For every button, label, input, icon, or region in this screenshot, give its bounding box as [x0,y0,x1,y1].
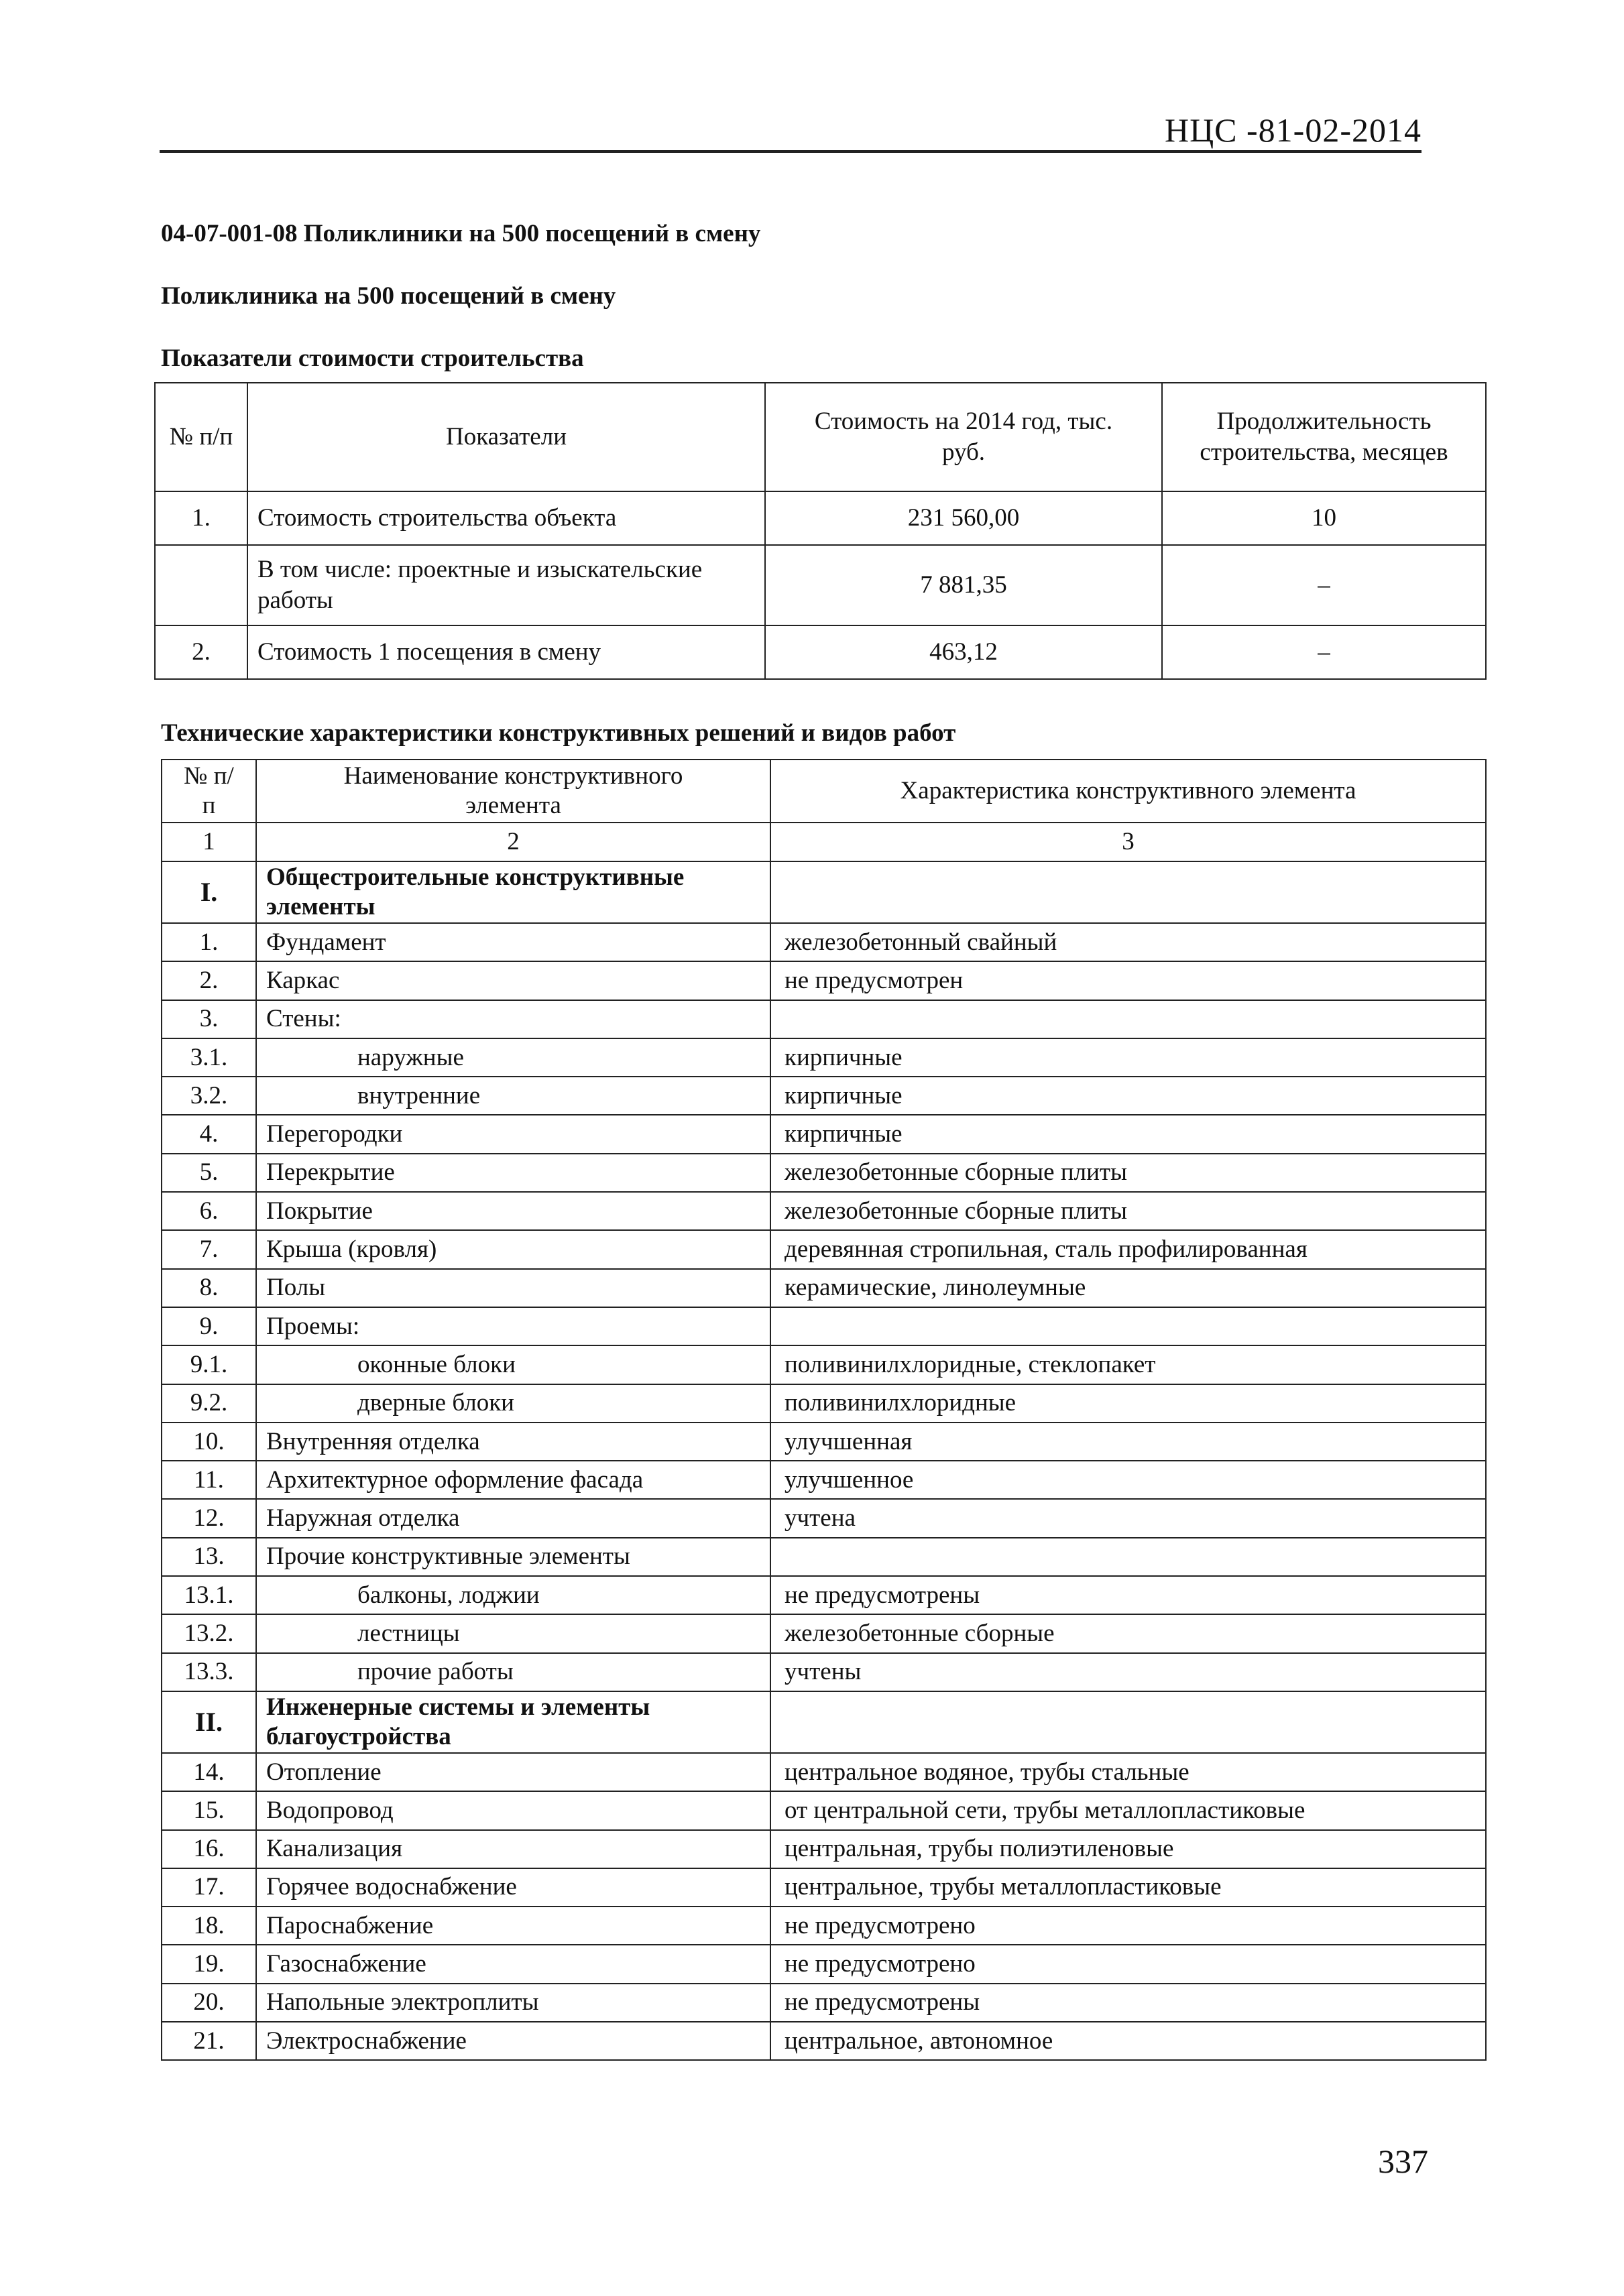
table-row [162,1791,1486,1829]
cost-table-header [155,383,1486,491]
row-number: 5. [162,1154,256,1192]
row-element-name: Прочие конструктивные элементы [256,1538,770,1576]
table-row [162,1907,1486,1945]
row-cost: 231 560,00 [765,491,1162,545]
row-element-name: Крыша (кровля) [256,1230,770,1268]
row-element-name: оконные блоки [256,1345,770,1384]
row-element-name: балконы, лоджии [256,1576,770,1614]
row-element-name: Архитектурное оформление фасада [256,1461,770,1499]
row-element-name: Отопление [256,1753,770,1791]
table-row [162,2022,1486,2060]
row-characteristic [770,1691,1486,1753]
header-cell: № п/п [155,383,247,491]
table-row [162,1984,1486,2022]
table-row [162,1192,1486,1230]
row-number: 2. [162,961,256,1000]
row-characteristic: центральное, трубы металлопластиковые [770,1868,1486,1907]
row-characteristic: кирпичные [770,1115,1486,1153]
row-name: Стоимость строительства объекта [247,491,765,545]
row-element-name: Канализация [256,1830,770,1868]
row-characteristic: не предусмотрены [770,1984,1486,2022]
column-index: 3 [770,823,1486,861]
row-number: 21. [162,2022,256,2060]
table-row [162,1461,1486,1499]
row-number: 9.1. [162,1345,256,1384]
row-duration: – [1162,545,1486,625]
row-number: 10. [162,1423,256,1461]
table-row [162,1077,1486,1115]
row-number: 16. [162,1830,256,1868]
row-number: 14. [162,1753,256,1791]
cost-section-title: Показатели стоимости строительства [161,345,584,372]
table-row [162,1538,1486,1576]
row-characteristic: центральное водяное, трубы стальные [770,1753,1486,1791]
table-row [162,923,1486,961]
header-cell: Наименование конструктивного элемента [256,760,770,823]
header-cell: Продолжительность строительства, месяцев [1162,383,1486,491]
row-characteristic: поливинилхлоридные, стеклопакет [770,1345,1486,1384]
row-characteristic: центральная, трубы полиэтиленовые [770,1830,1486,1868]
table-row [162,1576,1486,1614]
cost-table [154,382,1487,680]
row-characteristic: кирпичные [770,1077,1486,1115]
row-characteristic [770,1538,1486,1576]
tech-table-body [162,861,1486,2060]
row-number: 8. [162,1269,256,1307]
row-duration: 10 [1162,491,1486,545]
row-characteristic: железобетонные сборные [770,1614,1486,1652]
table-row [162,961,1486,1000]
table-row [162,1230,1486,1268]
row-element-name: Наружная отделка [256,1499,770,1537]
row-number: 13.2. [162,1614,256,1652]
row-element-name: Каркас [256,961,770,1000]
header-cell: Показатели [247,383,765,491]
row-number: 3.2. [162,1077,256,1115]
row-element-name: внутренние [256,1077,770,1115]
table-row [162,1154,1486,1192]
column-index-row [162,823,1486,861]
table-row [162,1115,1486,1153]
document-code: НЦС -81-02-2014 [1164,111,1422,149]
row-characteristic: не предусмотрены [770,1576,1486,1614]
row-characteristic: не предусмотрено [770,1945,1486,1983]
row-element-name: Пароснабжение [256,1907,770,1945]
tech-table-header [162,760,1486,823]
row-name: Стоимость 1 посещения в смену [247,625,765,679]
tech-section-title: Технические характеристики конструктивных решений и видов работ [161,719,956,747]
table-row [155,625,1486,679]
row-characteristic: керамические, линолеумные [770,1269,1486,1307]
table-row [162,1307,1486,1345]
row-element-name: Перекрытие [256,1154,770,1192]
table-row [155,491,1486,545]
row-number: 19. [162,1945,256,1983]
table-row [162,1868,1486,1907]
row-cost: 463,12 [765,625,1162,679]
row-number: 1. [155,491,247,545]
header-divider [160,150,1422,153]
table-row [162,1345,1486,1384]
tech-table [161,759,1487,2061]
row-characteristic: центральное, автономное [770,2022,1486,2060]
row-characteristic: улучшенная [770,1423,1486,1461]
row-number: 1. [162,923,256,961]
row-characteristic: железобетонные сборные плиты [770,1192,1486,1230]
table-row [162,1499,1486,1537]
row-characteristic: улучшенное [770,1461,1486,1499]
column-index: 2 [256,823,770,861]
table-row [162,1423,1486,1461]
row-element-name: Перегородки [256,1115,770,1153]
row-number: 9.2. [162,1384,256,1423]
row-element-name: Водопровод [256,1791,770,1829]
table-row [162,861,1486,923]
row-number: 6. [162,1192,256,1230]
row-number: 4. [162,1115,256,1153]
row-number: I. [162,861,256,923]
table-row [162,1384,1486,1423]
row-characteristic: не предусмотрено [770,1907,1486,1945]
row-number: 15. [162,1791,256,1829]
row-element-name: Фундамент [256,923,770,961]
row-number: 13.1. [162,1576,256,1614]
row-name: В том числе: проектные и изыскательские работы [247,545,765,625]
row-number: 2. [155,625,247,679]
row-number: 3.1. [162,1038,256,1077]
row-number: 11. [162,1461,256,1499]
table-row [162,1830,1486,1868]
page-number: 337 [1378,2142,1428,2180]
row-number: 12. [162,1499,256,1537]
row-element-name: Стены: [256,1000,770,1038]
row-characteristic: не предусмотрен [770,961,1486,1000]
row-element-name: дверные блоки [256,1384,770,1423]
table-row [162,1753,1486,1791]
row-number: 9. [162,1307,256,1345]
row-element-name: Инженерные системы и элементы благоустройства [256,1691,770,1753]
table-row [162,1691,1486,1753]
row-characteristic: учтены [770,1653,1486,1691]
object-title: Поликлиника на 500 посещений в смену [161,282,616,310]
row-element-name: Горячее водоснабжение [256,1868,770,1907]
row-characteristic: учтена [770,1499,1486,1537]
header-cell: Характеристика конструктивного элемента [770,760,1486,823]
row-number: 17. [162,1868,256,1907]
row-element-name: Проемы: [256,1307,770,1345]
row-number: 20. [162,1984,256,2022]
row-characteristic [770,1000,1486,1038]
row-number: II. [162,1691,256,1753]
row-number: 3. [162,1000,256,1038]
row-element-name: Электроснабжение [256,2022,770,2060]
row-number: 18. [162,1907,256,1945]
row-element-name: Покрытие [256,1192,770,1230]
row-characteristic: деревянная стропильная, сталь профилированная [770,1230,1486,1268]
row-characteristic [770,1307,1486,1345]
header-cell: № п/п [162,760,256,823]
row-element-name: прочие работы [256,1653,770,1691]
row-number [155,545,247,625]
column-index: 1 [162,823,256,861]
row-characteristic: железобетонные сборные плиты [770,1154,1486,1192]
row-duration: – [1162,625,1486,679]
row-characteristic: кирпичные [770,1038,1486,1077]
row-number: 7. [162,1230,256,1268]
table-row [162,1945,1486,1983]
table-row [162,1269,1486,1307]
row-number: 13. [162,1538,256,1576]
row-element-name: лестницы [256,1614,770,1652]
table-row [162,1000,1486,1038]
row-characteristic: железобетонный свайный [770,923,1486,961]
row-characteristic: от центральной сети, трубы металлопластиковые [770,1791,1486,1829]
row-cost: 7 881,35 [765,545,1162,625]
table-row [162,1038,1486,1077]
row-element-name: Внутренняя отделка [256,1423,770,1461]
row-element-name: наружные [256,1038,770,1077]
row-element-name: Общестроительные конструктивные элементы [256,861,770,923]
row-characteristic: поливинилхлоридные [770,1384,1486,1423]
row-element-name: Полы [256,1269,770,1307]
table-row [162,1653,1486,1691]
row-element-name: Газоснабжение [256,1945,770,1983]
row-characteristic [770,861,1486,923]
row-number: 13.3. [162,1653,256,1691]
table-row [155,545,1486,625]
header-cell: Стоимость на 2014 год, тыс. руб. [765,383,1162,491]
code-title: 04-07-001-08 Поликлиники на 500 посещений в смену [161,220,761,247]
row-element-name: Напольные электроплиты [256,1984,770,2022]
table-row [162,1614,1486,1652]
